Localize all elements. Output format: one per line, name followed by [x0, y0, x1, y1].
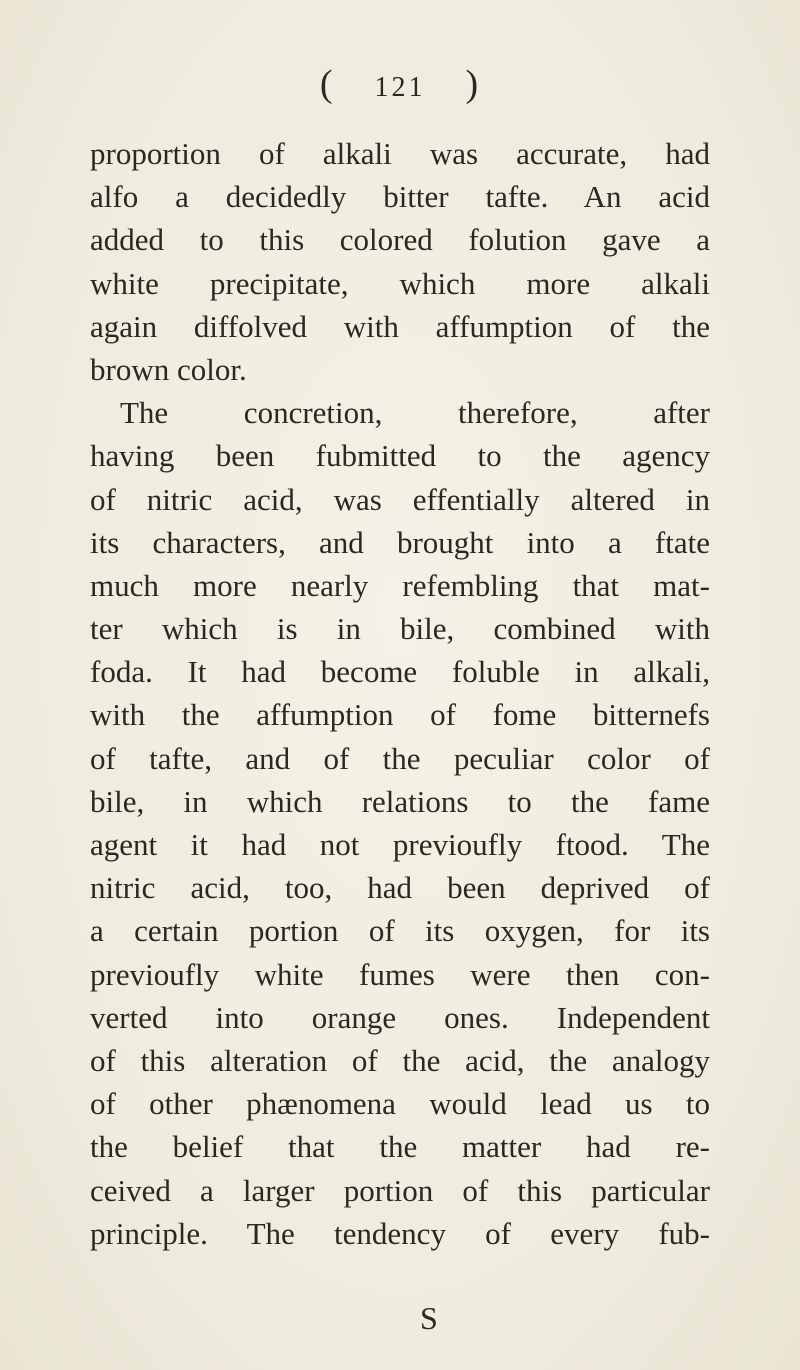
- text-line: white precipitate, which more alkali: [90, 265, 710, 301]
- text-line: the belief that the matter had re-: [90, 1129, 710, 1165]
- text-line: previoufly white fumes were then con-: [90, 956, 710, 992]
- text-line: much more nearly refembling that mat-: [90, 567, 710, 603]
- text-line: a certain portion of its oxygen, for its: [90, 913, 710, 949]
- text-line: The concretion, therefore, after: [120, 395, 710, 431]
- text-line: nitric acid, too, had been deprived of: [90, 870, 710, 906]
- signature-mark: S: [420, 1300, 438, 1336]
- text-line: bile, in which relations to the fame: [90, 783, 710, 819]
- text-line: its characters, and brought into a ftate: [90, 524, 710, 560]
- text-line: added to this colored folution gave a: [90, 222, 710, 258]
- text-line: with the affumption of fome bitternefs: [90, 697, 710, 733]
- text-line: again diffolved with affumption of the: [90, 308, 710, 344]
- text-line: proportion of alkali was accurate, had: [90, 136, 710, 171]
- text-line: agent it had not previoufly ftood. The: [90, 827, 710, 862]
- text-line: of tafte, and of the peculiar color of: [90, 740, 710, 776]
- text-line: having been fubmitted to the agency: [90, 438, 710, 474]
- body-text: [90, 132, 710, 1255]
- text-line: of other phænomena would lead us to: [90, 1086, 710, 1122]
- header-close-paren: ): [465, 63, 481, 105]
- text-line: brown color.: [90, 351, 247, 387]
- text-line: of this alteration of the acid, the analogy: [90, 1042, 710, 1078]
- header-open-paren: (: [319, 63, 335, 105]
- text-line: verted into orange ones. Independent: [90, 999, 710, 1035]
- page-header: [0, 62, 800, 106]
- text-line: foda. It had become foluble in alkali,: [90, 654, 710, 690]
- text-line: ter which is in bile, combined with: [90, 611, 710, 647]
- text-line: principle. The tendency of every fub-: [90, 1215, 710, 1251]
- text-line: of nitric acid, was effentially altered in: [90, 481, 710, 517]
- page-number: 121: [374, 72, 426, 103]
- text-line: ceived a larger portion of this particular: [90, 1172, 710, 1208]
- text-line: alfo a decidedly bitter tafte. An acid: [90, 179, 710, 215]
